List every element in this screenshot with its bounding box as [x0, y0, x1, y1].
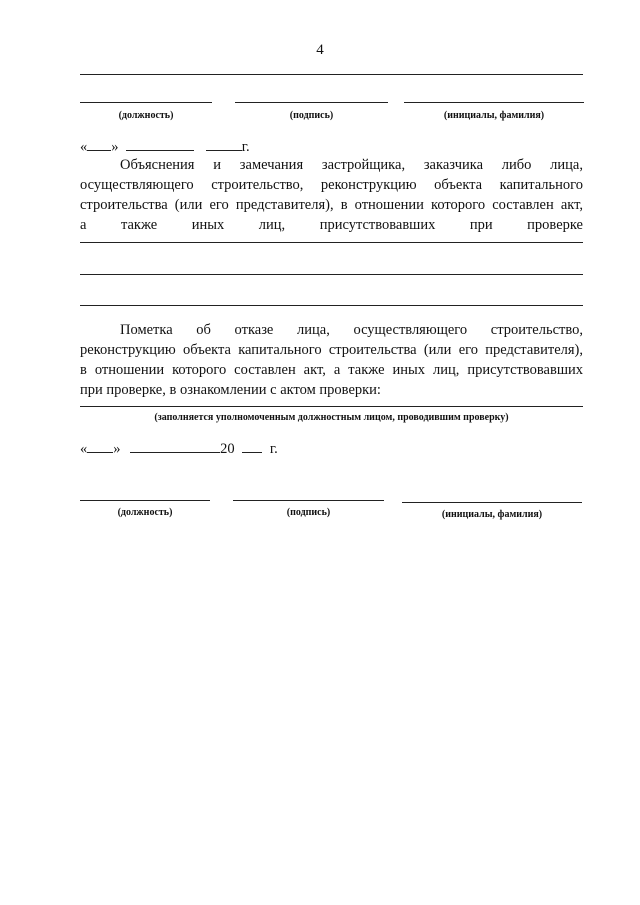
refusal-paragraph — [80, 320, 583, 400]
page-number: 4 — [316, 42, 324, 58]
paragraph-line: строительства (или его представителя), в отношении которого составлен акт, — [80, 197, 583, 213]
top-fill-line — [80, 74, 583, 75]
year-suffix: г. — [269, 441, 278, 457]
year-prefix: 20 — [220, 441, 235, 457]
date-line-1 — [80, 139, 250, 156]
name-line-2 — [402, 502, 582, 503]
position-line-2 — [80, 500, 210, 501]
explanations-paragraph — [80, 155, 583, 235]
paragraph-line: Пометка об отказе лица, осуществляющего строительство, — [120, 322, 583, 338]
name-caption-1: (инициалы, фамилия) — [443, 110, 545, 121]
open-quote: « — [80, 441, 88, 457]
name-caption-2: (инициалы, фамилия) — [441, 509, 543, 520]
paragraph-line: осуществляющего строительство, реконструкцию объекта капитального — [80, 177, 583, 193]
date-line-2 — [80, 441, 278, 458]
year-blank — [242, 452, 262, 453]
month-blank — [130, 452, 220, 453]
year-blank — [206, 150, 242, 151]
paragraph-line: при проверке, в ознакомлении с актом проверки: — [80, 382, 381, 398]
position-line-1 — [80, 102, 212, 103]
signature-caption-2: (подпись) — [286, 507, 331, 518]
position-caption-2: (должность) — [117, 507, 173, 518]
day-blank — [87, 452, 113, 453]
explanation-fill-line-2 — [80, 274, 583, 275]
signature-line-1 — [235, 102, 388, 103]
month-blank — [126, 150, 194, 151]
paragraph-line: а также иных лиц, присутствовавших при проверке — [80, 217, 583, 233]
explanation-fill-line-3 — [80, 305, 583, 306]
day-blank — [87, 150, 111, 151]
position-caption-1: (должность) — [118, 110, 174, 121]
paragraph-line: реконструкцию объекта капитального строительства (или его представителя), — [80, 342, 583, 358]
signature-line-2 — [233, 500, 384, 501]
signature-caption-1: (подпись) — [289, 110, 334, 121]
paragraph-line: Объяснения и замечания застройщика, заказчика либо лица, — [120, 157, 583, 173]
paragraph-line: в отношении которого составлен акт, а также иных лиц, присутствовавших — [80, 362, 583, 378]
explanation-fill-line-1 — [80, 242, 583, 243]
close-quote: » — [111, 139, 119, 155]
name-line-1 — [404, 102, 584, 103]
open-quote: « — [80, 139, 88, 155]
official-fill-line — [80, 406, 583, 407]
year-suffix: г. — [241, 139, 250, 155]
official-caption: (заполняется уполномоченным должностным лицом, проводившим проверку) — [154, 412, 509, 423]
close-quote: » — [113, 441, 121, 457]
